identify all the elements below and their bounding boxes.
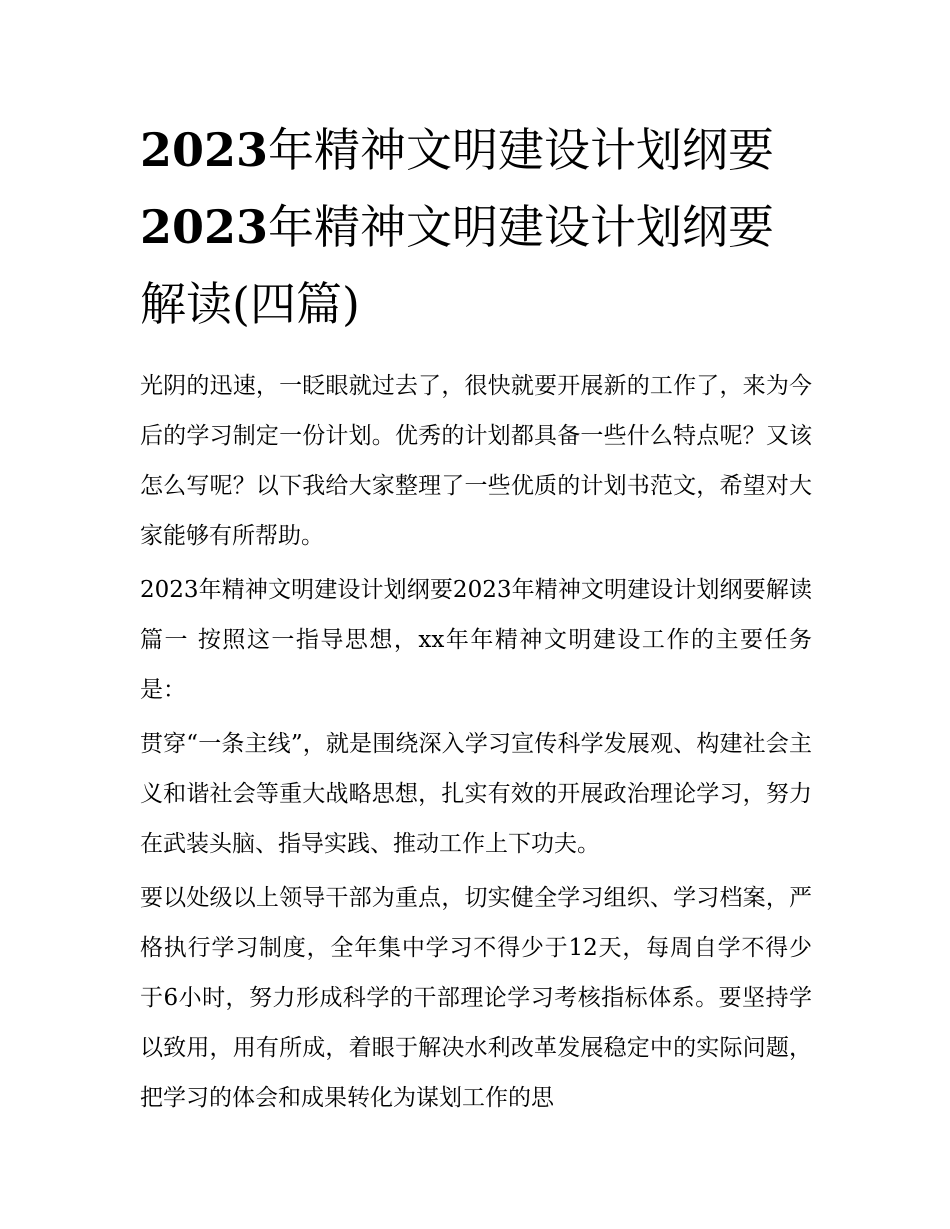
body-paragraph: 要以处级以上领导干部为重点，切实健全学习组织、学习档案，严格执行学习制度，全年集中学习不得少于12天，每周自学不得少于6小时，努力形成科学的干部理论学习考核指标体系。要坚持学以致用，用有所成，着眼于解决水利改革发展稳定中的实际问题，把学习的体会和成果转化为谋划工作的思 (140, 885, 812, 1111)
document-title (140, 112, 812, 343)
title-line-1 (140, 112, 812, 189)
title-year: 2023 (140, 123, 269, 177)
body-paragraph: 光阴的迅速，一眨眼就过去了，很快就要开展新的工作了，来为今后的学习制定一份计划。优秀的计划都具备一些什么特点呢？又该怎么写呢？以下我给大家整理了一些优质的计划书范文，希望对大家能够有所帮助。 (140, 373, 812, 549)
document-page (140, 112, 812, 1127)
title-year: 2023 (140, 200, 269, 254)
title-text: 年精神文明建设计划纲要 (268, 200, 775, 254)
body-paragraph: 贯穿“一条主线”，就是围绕深入学习宣传科学发展观、构建社会主义和谐社会等重大战略思想，扎实有效的开展政治理论学习，努力在武装头脑、指导实践、推动工作上下功夫。 (140, 731, 812, 857)
title-line-3 (140, 266, 812, 343)
title-text: 解读(四篇) (140, 277, 360, 331)
body-paragraph: 2023年精神文明建设计划纲要2023年精神文明建设计划纲要解读篇一 按照这一指导思想，xx年年精神文明建设工作的主要任务是： (140, 577, 812, 703)
title-line-2 (140, 189, 812, 266)
title-text: 年精神文明建设计划纲要 (268, 123, 775, 177)
